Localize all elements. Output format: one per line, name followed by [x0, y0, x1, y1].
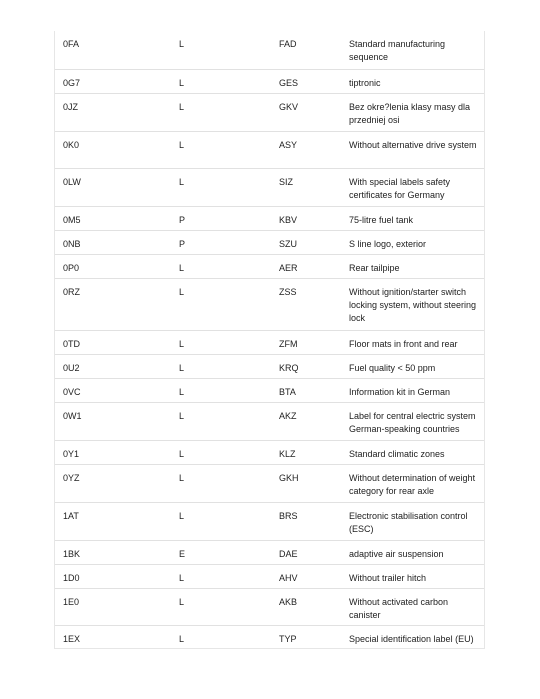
- table-row: [55, 464, 484, 502]
- row-group: BTA: [279, 387, 296, 397]
- row-type: L: [179, 573, 185, 583]
- row-code: 0TD: [63, 339, 81, 349]
- row-type: L: [179, 39, 185, 49]
- row-type: L: [179, 78, 185, 88]
- row-code: 0VC: [63, 387, 81, 397]
- row-type: L: [179, 449, 185, 459]
- table-row: [55, 69, 484, 93]
- row-group: AKZ: [279, 411, 297, 421]
- table-row: [55, 254, 484, 278]
- row-code: 0G7: [63, 78, 81, 88]
- row-code: 0JZ: [63, 102, 79, 112]
- row-type: L: [179, 363, 185, 373]
- row-code: 0FA: [63, 39, 80, 49]
- table-row: [55, 564, 484, 588]
- row-description: Bez okre?lenia klasy masy dla przedniej osi: [349, 102, 471, 125]
- row-group: BRS: [279, 511, 298, 521]
- row-code: 0NB: [63, 239, 81, 249]
- row-type: E: [179, 549, 186, 559]
- row-description: Label for central electric system German-speaking countries: [349, 411, 476, 434]
- row-description: Without activated carbon canister: [349, 597, 449, 620]
- row-description: tiptronic: [349, 78, 381, 88]
- row-description: Fuel quality < 50 ppm: [349, 363, 436, 373]
- row-type: L: [179, 511, 185, 521]
- row-type: L: [179, 597, 185, 607]
- row-description: Electronic stabilisation control (ESC): [349, 511, 468, 534]
- row-group: AKB: [279, 597, 298, 607]
- row-group: GKH: [279, 473, 299, 483]
- row-description: Standard manufacturing sequence: [349, 39, 446, 62]
- row-type: L: [179, 263, 185, 273]
- row-code: 0YZ: [63, 473, 80, 483]
- row-type: L: [179, 634, 185, 644]
- row-description: Floor mats in front and rear: [349, 339, 458, 349]
- row-code: 0W1: [63, 411, 82, 421]
- row-description: Without alternative drive system: [349, 140, 477, 150]
- row-group: AHV: [279, 573, 298, 583]
- row-group: KBV: [279, 215, 298, 225]
- row-code: 0P0: [63, 263, 80, 273]
- table-row: [55, 230, 484, 254]
- table-row: [55, 354, 484, 378]
- row-type: L: [179, 287, 185, 297]
- table-row: [55, 378, 484, 402]
- row-group: AER: [279, 263, 298, 273]
- equipment-code-table: [54, 31, 485, 649]
- table-row: [55, 588, 484, 625]
- table-row: [55, 625, 484, 649]
- row-description: 75-litre fuel tank: [349, 215, 414, 225]
- row-type: L: [179, 140, 185, 150]
- row-code: 1E0: [63, 597, 80, 607]
- row-group: KRQ: [279, 363, 299, 373]
- row-code: 1D0: [63, 573, 80, 583]
- row-code: 0Y1: [63, 449, 80, 459]
- row-type: L: [179, 387, 185, 397]
- row-group: TYP: [279, 634, 297, 644]
- row-group: ZSS: [279, 287, 297, 297]
- row-description: Information kit in German: [349, 387, 451, 397]
- row-group: GKV: [279, 102, 299, 112]
- row-group: ASY: [279, 140, 298, 150]
- table-row: [55, 93, 484, 131]
- row-group: ZFM: [279, 339, 298, 349]
- row-description: With special labels safety certificates for Germany: [349, 177, 451, 200]
- table-row: [55, 31, 484, 69]
- row-group: GES: [279, 78, 299, 88]
- table-row: [55, 540, 484, 564]
- table-row: [55, 278, 484, 330]
- row-code: 1BK: [63, 549, 81, 559]
- row-description: S line logo, exterior: [349, 239, 427, 249]
- row-type: P: [179, 239, 186, 249]
- row-description: adaptive air suspension: [349, 549, 444, 559]
- table-row: [55, 206, 484, 230]
- row-code: 0K0: [63, 140, 80, 150]
- row-group: FAD: [279, 39, 297, 49]
- table-row: [55, 402, 484, 440]
- row-group: SIZ: [279, 177, 294, 187]
- table-row: [55, 330, 484, 354]
- row-type: L: [179, 177, 185, 187]
- row-group: DAE: [279, 549, 298, 559]
- table-row: [55, 131, 484, 168]
- row-description: Special identification label (EU): [349, 634, 474, 644]
- row-description: Without trailer hitch: [349, 573, 427, 583]
- row-type: L: [179, 411, 185, 421]
- row-description: Standard climatic zones: [349, 449, 445, 459]
- row-type: L: [179, 102, 185, 112]
- row-group: KLZ: [279, 449, 296, 459]
- row-description: Without determination of weight category for rear axle: [349, 473, 476, 496]
- row-code: 0RZ: [63, 287, 81, 297]
- row-code: 1EX: [63, 634, 81, 644]
- row-group: SZU: [279, 239, 297, 249]
- table-row: [55, 168, 484, 206]
- row-code: 1AT: [63, 511, 79, 521]
- row-code: 0M5: [63, 215, 81, 225]
- table-row: [55, 502, 484, 540]
- row-code: 0U2: [63, 363, 80, 373]
- row-type: P: [179, 215, 186, 225]
- row-description: Without ignition/starter switch locking system, without steering lock: [349, 287, 477, 323]
- row-type: L: [179, 473, 185, 483]
- table-row: [55, 440, 484, 464]
- row-type: L: [179, 339, 185, 349]
- row-code: 0LW: [63, 177, 81, 187]
- row-description: Rear tailpipe: [349, 263, 400, 273]
